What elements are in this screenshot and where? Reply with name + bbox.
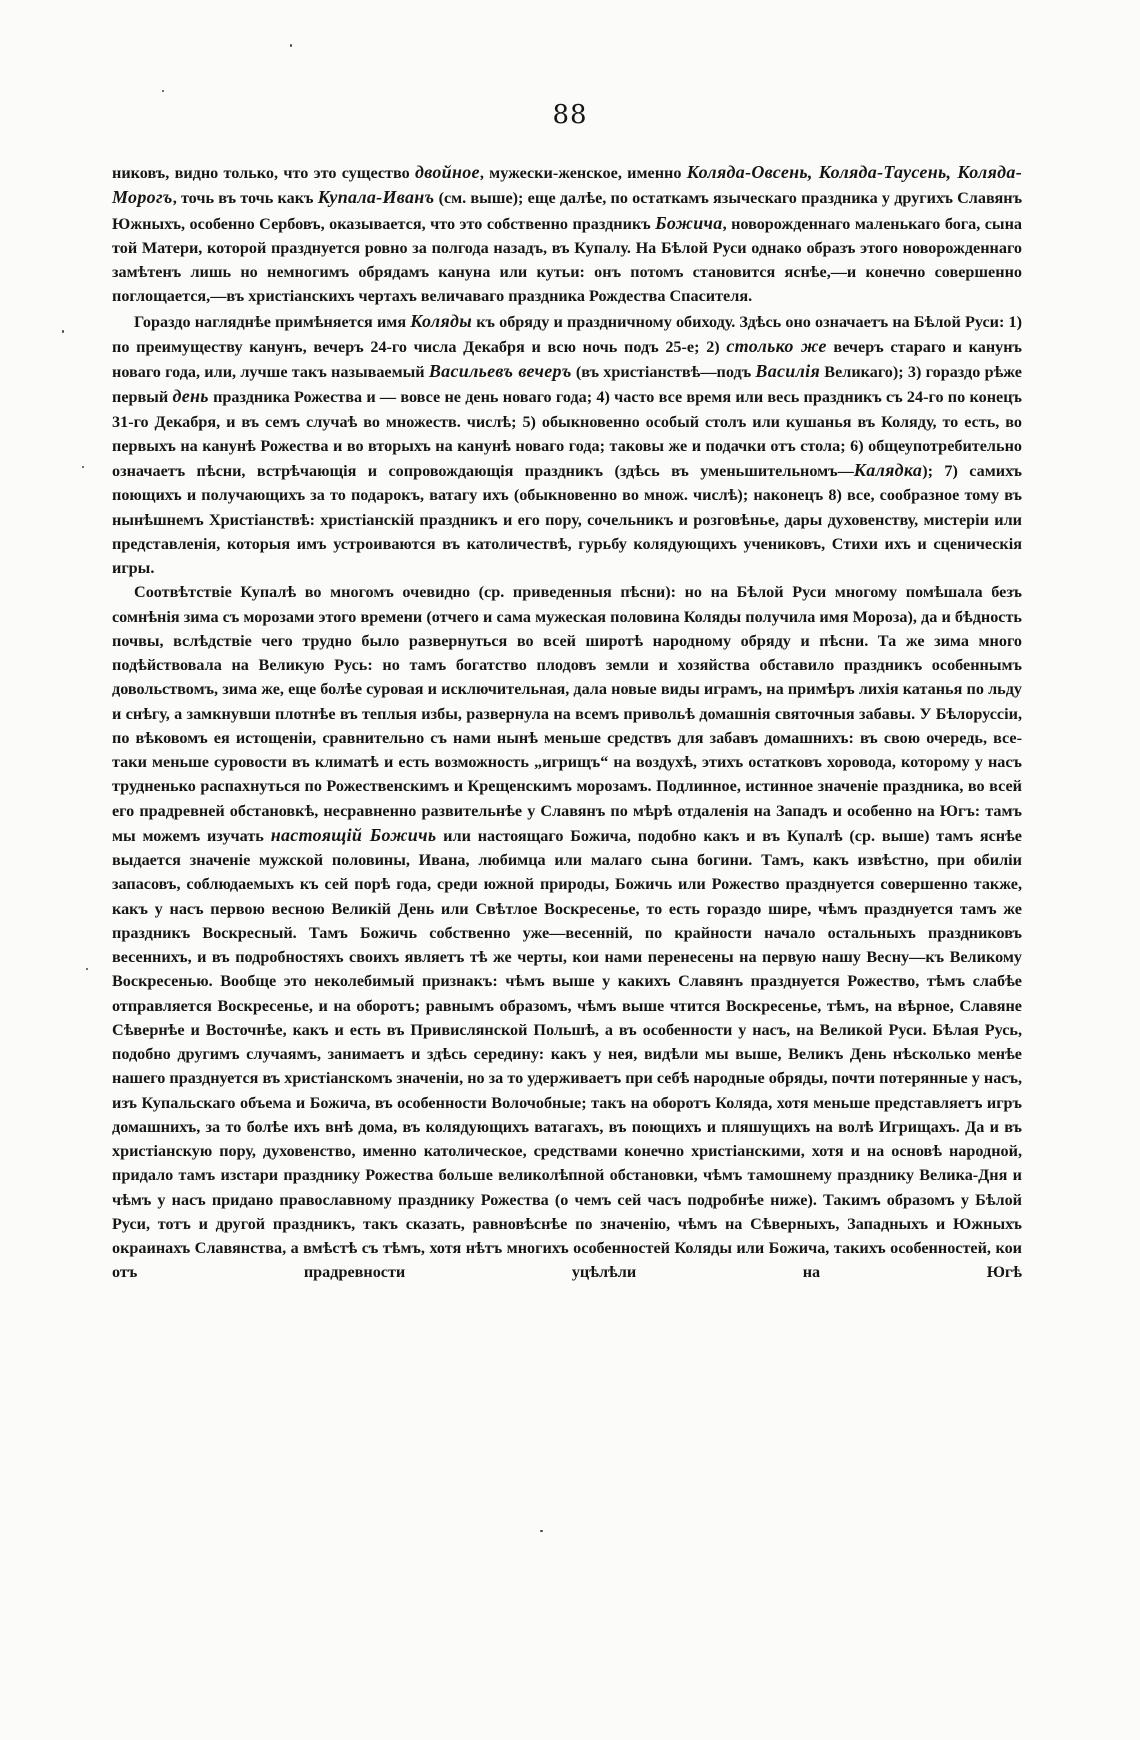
paragraph: Соотвѣтствіе Купалѣ во многомъ очевидно (ср. приведенныя пѣсни): но на Бѣлой Руси многому помѣшала безъ сомнѣнія зима съ морозами этого времени (отчего и сама мужеская половина Коляды получила имя Мороза), да и бѣдность почвы, вслѣдствіе чего трудно было развернуться во всей широтѣ народному обряду и пѣсни. Та же зима много подѣйствовала на Великую Русь: но тамъ богатство плодовъ земли и хозяйства обставило праздникъ особеннымъ довольствомъ, зима же, еще болѣе суровая и исключительная, дала новые виды играмъ, на примѣръ лихія катанья по льду и снѣгу, а замкнувши плотнѣе въ теплыя избы, развернула на всемъ привольѣ домашнія святочныя забавы. У Бѣлоруссіи, по вѣковомъ ея истощеніи, сравнительно съ нами нынѣ меньше средствъ для забавъ домашнихъ: въ свою очередь, все-таки меньше суровости въ климатѣ и есть возможность „игрищъ“ на воздухѣ, этихъ остатковъ хоровода, которому у насъ трудненько распахнуться по Рожественскимъ и Крещенскимъ морозамъ. Подлинное, истинное значеніе праздника, во всей его прадревней обстановкѣ, несравненно развительнѣе у Славянъ по мѣрѣ отдаленія на Западъ и особенно на Югъ: тамъ мы можемъ изучать настоящій Божичь или настоящаго Божича, подобно какъ и въ Купалѣ (ср. выше) тамъ яснѣе выдается значеніе мужской половины, Ивана, любимца или малаго сына богини. Тамъ, какъ извѣстно, при обиліи запасовъ, соблюдаемыхъ къ сей порѣ года, среди южной природы, Божичь или Рожество празднуется совершенно также, какъ у насъ первою весною Великій День или Свѣтлое Воскресенье, то есть гораздо шире, чѣмъ празднуется тамъ же праздникъ Воскресный. Тамъ Божичь собственно уже—весенній, по крайности начало остальныхъ праздниковъ весеннихъ, и въ подробностяхъ своихъ являетъ тѣ же черты, кои нами перенесены на первую нашу Весну—къ Великому Воскресенью. Вообще это неколебимый признакъ: чѣмъ выше у какихъ Славянъ празднуется Рожество, тѣмъ слабѣе отправляется Воскресенье, и на оборотъ; равнымъ образомъ, чѣмъ выше чтится Воскресенье, тѣмъ, на вѣрное, Славяне Сѣвернѣе и Восточнѣе, какъ и есть въ Привислянской Польшѣ, а въ особенности у насъ, на Великой Руси. Бѣлая Русь, подобно другимъ случаямъ, занимаетъ и здѣсь середину: какъ у нея, видѣли мы выше, Великъ День нѣсколько менѣе нашего празднуется въ христіанскомъ значеніи, но за то удерживаетъ при себѣ народные обряды, почти потерянные у насъ, изъ Купальскаго объема и Божича, въ особенности Волочобные; такъ на оборотъ Коляда, хотя меньше представляетъ игръ домашнихъ, за то болѣе ихъ внѣ дома, въ колядующихъ ватагахъ, въ поющихъ и пляшущихъ на волѣ Игрищахъ. Да и въ христіанскую пору, духовенство, именно католическое, средствами конечно христіанскими, хотя и на основѣ народной, придало тамъ изстари празднику Рожества больше великолѣпной обстановки, чѣмъ тамошнему празднику Велика-Дня и чѣмъ у насъ придано православному празднику Рожества (о чемъ сей часъ подробнѣе ниже). Такимъ образомъ у Бѣлой Руси, тотъ и другой праздникъ, такъ сказать, равновѣснѣе по значенію, чѣмъ на Сѣверныхъ, Западныхъ и Южныхъ окраинахъ Славянства, а вмѣстѣ съ тѣмъ, хотя нѣтъ многихъ особенностей Коляды или Божича, такихъ особенностей, кои отъ прадревности уцѣлѣли на Югѣ bbox=[112, 583, 1022, 1282]
paragraph: Гораздо нагляднѣе примѣняется имя Коляды къ обряду и праздничному обиходу. Здѣсь оно означаетъ на Бѣлой Руси: 1) по преимуществу канунъ, вечеръ 24-го числа Декабря и всю ночь подъ 25-е; 2) столько же вечеръ стараго и канунъ новаго года, или, лучше такъ называемый Васильевъ вечеръ (въ христіанствѣ—подъ Василія Великаго); 3) гораздо рѣже первый день праздника Рожества и — вовсе не день новаго года; 4) часто все время или весь праздникъ съ 24-го по конецъ 31-го Декабря, и въ семъ случаѣ во множеств. числѣ; 5) обыкновенно особый столъ или кушанья въ Коляду, то есть, во первыхъ на канунѣ Рожества и во вторыхъ на канунѣ новаго года; таковы же и подачки отъ стола; 6) общеупотребительно означаетъ пѣсни, встрѣчающія и сопровождающія праздникъ (здѣсь въ уменьшительномъ—Калядка); 7) самихъ поющихъ и получающихъ за то подарокъ, ватагу ихъ (обыкновенно во множ. числѣ); наконецъ 8) все, сообразное тому въ нынѣшнемъ Христіанствѣ: христіанскій праздникъ и его пору, сочельникъ и розговѣнье, дары духовенству, мистеріи или представленія, которыя имъ устроиваются въ католичествѣ, гурьбу колядующихъ учениковъ, Стихи ихъ и сценическія игры. bbox=[112, 310, 1022, 577]
scan-speck bbox=[290, 44, 292, 47]
italic-term: Коляды bbox=[410, 310, 473, 331]
italic-term: Василія bbox=[755, 361, 821, 381]
italic-term: Васильевъ вечеръ bbox=[428, 361, 572, 381]
scan-speck bbox=[162, 90, 164, 92]
italic-term: Купала-Иванъ bbox=[317, 187, 435, 208]
paragraph: никовъ, видно только, что это существо двойное, мужески-женское, именно Коляда-Овсень, Коляда-Таусень, Коляда-Морогъ, точь въ точь какъ Купала-Иванъ (см. выше); еще далѣе, по остаткамъ языческаго праздника у другихъ Славянъ Южныхъ, особенно Сербовъ, оказывается, что это собственно праздникъ Божича, новорожденнаго маленькаго бога, сына той Матери, которой празднуется ровно за полгода назадъ, въ Купалу. На Бѣлой Руси однако образъ этого новорожденнаго замѣтенъ лишь но немногимъ обрядамъ кануна или кутьи: онъ потомъ становится яснѣе,—и конечно совершенно поглощается,—въ христіанскихъ чертахъ величаваго праздника Рождества Спасителя. bbox=[112, 162, 1023, 306]
scan-speck bbox=[86, 968, 88, 970]
italic-term: настоящій Божичь bbox=[270, 824, 437, 845]
italic-term: Калядка bbox=[853, 460, 923, 480]
italic-term: столько же bbox=[726, 335, 827, 356]
italic-term: день bbox=[172, 386, 209, 407]
scan-speck bbox=[82, 466, 84, 468]
scan-speck bbox=[62, 330, 64, 333]
italic-term: Божича bbox=[655, 212, 723, 233]
scan-speck bbox=[540, 1530, 543, 1532]
italic-term: Коляда-Овсень, Коляда-Таусень, Коляда-Морогъ bbox=[112, 162, 1022, 208]
italic-term: двойное bbox=[415, 162, 480, 182]
page-number: 88 bbox=[552, 100, 588, 130]
body-text bbox=[112, 160, 1022, 1285]
